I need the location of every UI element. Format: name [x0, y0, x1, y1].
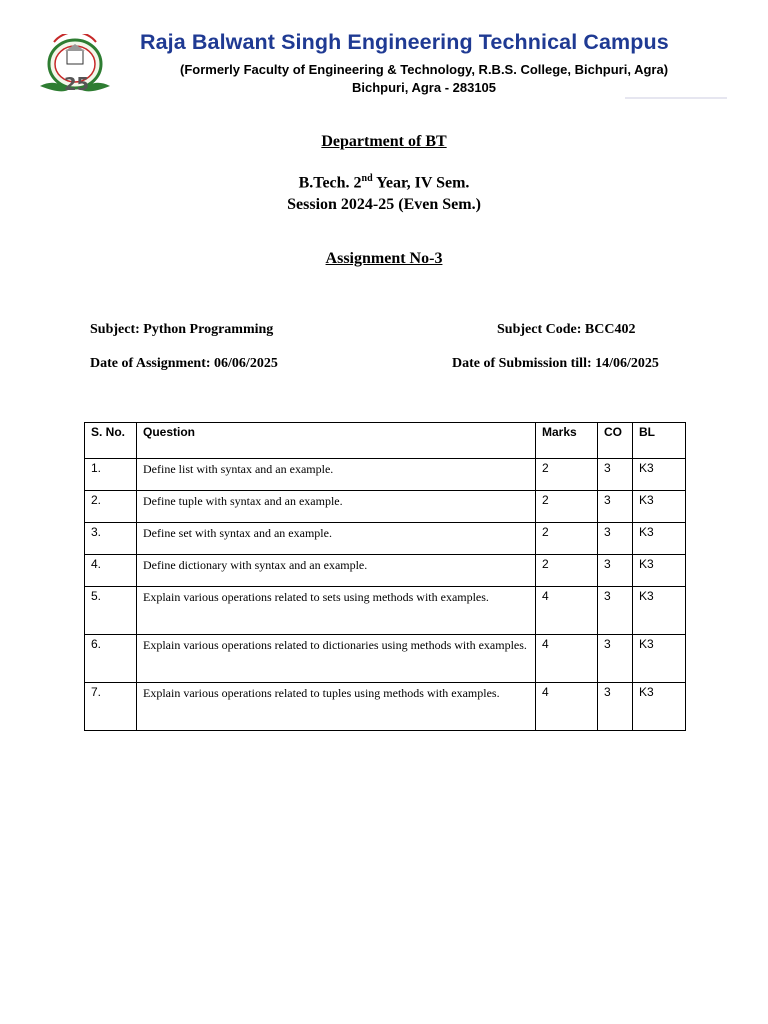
cell-question: Explain various operations related to dictionaries using methods with examples. [137, 635, 536, 683]
subject-code: Subject Code: BCC402 [497, 322, 636, 337]
cell-bl: K3 [633, 635, 686, 683]
header-co: CO [598, 423, 633, 459]
department-title: Department of BT [321, 133, 447, 150]
cell-marks: 4 [536, 635, 598, 683]
cell-sno: 2. [85, 491, 137, 523]
cell-bl: K3 [633, 683, 686, 731]
course-sup: nd [361, 173, 373, 184]
header-marks: Marks [536, 423, 598, 459]
cell-sno: 1. [85, 459, 137, 491]
course-suffix: Year, IV Sem. [372, 174, 470, 192]
cell-co: 3 [598, 491, 633, 523]
college-address: Bichpuri, Agra - 283105 [352, 80, 497, 95]
cell-sno: 4. [85, 555, 137, 587]
course-prefix: B.Tech. 2 [298, 174, 362, 192]
table-row [85, 587, 686, 635]
table-row [85, 491, 686, 523]
college-name: Raja Balwant Singh Engineering Technical Campus [140, 30, 669, 54]
cell-bl: K3 [633, 491, 686, 523]
header-bl: BL [633, 423, 686, 459]
cell-question: Define set with syntax and an example. [137, 523, 536, 555]
cell-co: 3 [598, 523, 633, 555]
table-row [85, 635, 686, 683]
cell-sno: 5. [85, 587, 137, 635]
table-row [85, 555, 686, 587]
date-of-submission: Date of Submission till: 14/06/2025 [452, 356, 659, 371]
logo-number: 25 [64, 74, 90, 95]
cell-sno: 3. [85, 523, 137, 555]
course-line [0, 173, 768, 192]
table-row [85, 683, 686, 731]
cell-co: 3 [598, 587, 633, 635]
header-question: Question [137, 423, 536, 459]
silver-jubilee-logo [38, 34, 112, 100]
college-subtitle: (Formerly Faculty of Engineering & Technology, R.B.S. College, Bichpuri, Agra) [180, 62, 669, 77]
table-row [85, 459, 686, 491]
cell-co: 3 [598, 555, 633, 587]
cell-bl: K3 [633, 523, 686, 555]
cell-question: Define tuple with syntax and an example. [137, 491, 536, 523]
cell-co: 3 [598, 459, 633, 491]
subject: Subject: Python Programming [90, 322, 274, 337]
cell-marks: 2 [536, 459, 598, 491]
cell-question: Define list with syntax and an example. [137, 459, 536, 491]
assignment-title: Assignment No-3 [325, 250, 443, 267]
cell-marks: 2 [536, 491, 598, 523]
cell-bl: K3 [633, 459, 686, 491]
cell-co: 3 [598, 635, 633, 683]
cell-question: Explain various operations related to sets using methods with examples. [137, 587, 536, 635]
cell-question: Define dictionary with syntax and an example. [137, 555, 536, 587]
cell-bl: K3 [633, 555, 686, 587]
cell-marks: 2 [536, 555, 598, 587]
cell-bl: K3 [633, 587, 686, 635]
cell-marks: 2 [536, 523, 598, 555]
cell-marks: 4 [536, 587, 598, 635]
session-line: Session 2024-25 (Even Sem.) [287, 196, 481, 213]
faint-mark [625, 97, 727, 99]
cell-co: 3 [598, 683, 633, 731]
date-of-assignment: Date of Assignment: 06/06/2025 [90, 356, 278, 371]
cell-marks: 4 [536, 683, 598, 731]
cell-question: Explain various operations related to tuples using methods with examples. [137, 683, 536, 731]
table-header-row [85, 423, 686, 459]
table-row [85, 523, 686, 555]
cell-sno: 6. [85, 635, 137, 683]
cell-sno: 7. [85, 683, 137, 731]
questions-table [84, 422, 686, 731]
header-sno: S. No. [85, 423, 137, 459]
